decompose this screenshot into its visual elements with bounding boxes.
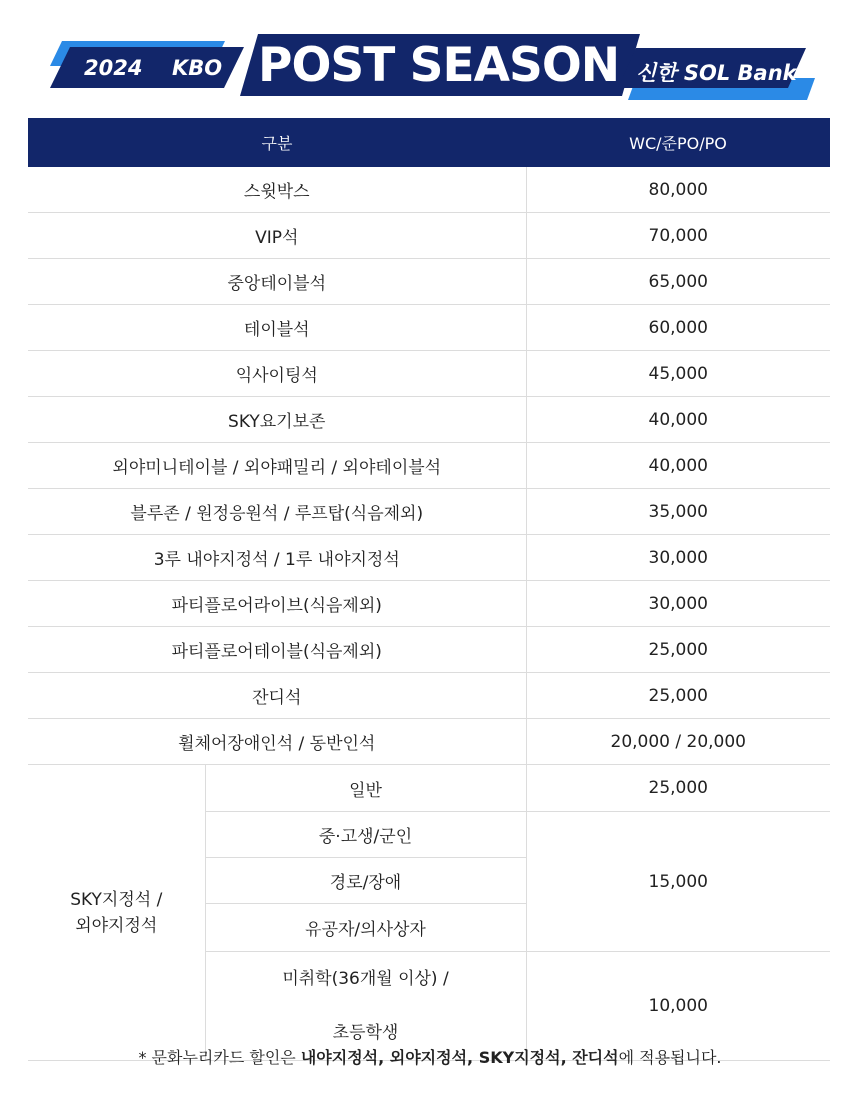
price-cell: 45,000 [526, 351, 830, 397]
sub-category-child-line1: 미취학(36개월 이상) / [282, 969, 449, 989]
category-cell: 블루존 / 원정응원석 / 루프탑(식음제외) [28, 489, 526, 535]
price-cell: 35,000 [526, 489, 830, 535]
price-child: 10,000 [526, 952, 830, 1061]
group-label-line1: SKY지정석 / [70, 889, 163, 910]
table-row [28, 673, 830, 719]
price-cell: 60,000 [526, 305, 830, 351]
table-row [28, 397, 830, 443]
footnote [0, 1045, 860, 1068]
header-price: WC/준PO/PO [526, 118, 830, 167]
sub-category-discount-2: 경로/장애 [205, 858, 526, 904]
price-cell: 30,000 [526, 581, 830, 627]
category-cell: 파티플로어라이브(식음제외) [28, 581, 526, 627]
table-row [28, 535, 830, 581]
table-row [28, 627, 830, 673]
category-cell: VIP석 [28, 213, 526, 259]
sub-category-general: 일반 [205, 765, 526, 812]
category-cell: 파티플로어테이블(식음제외) [28, 627, 526, 673]
table-row [28, 443, 830, 489]
sub-category-discount-3: 유공자/의사상자 [205, 904, 526, 952]
table-row [28, 489, 830, 535]
table-row [28, 351, 830, 397]
category-cell: 스윗박스 [28, 167, 526, 213]
category-cell: 익사이팅석 [28, 351, 526, 397]
price-cell: 40,000 [526, 443, 830, 489]
price-cell: 40,000 [526, 397, 830, 443]
table-row [28, 213, 830, 259]
banner-title: POST SEASON [258, 38, 620, 93]
price-cell: 30,000 [526, 535, 830, 581]
category-cell: 3루 내야지정석 / 1루 내야지정석 [28, 535, 526, 581]
price-cell: 70,000 [526, 213, 830, 259]
table-row-group-general [28, 765, 830, 812]
price-cell: 65,000 [526, 259, 830, 305]
table-row [28, 719, 830, 765]
sub-category-discount-1: 중·고생/군인 [205, 812, 526, 858]
group-label [28, 765, 205, 1061]
category-cell: 외야미니테이블 / 외야패밀리 / 외야테이블석 [28, 443, 526, 489]
sub-category-child-line2: 초등학생 [332, 1023, 399, 1043]
group-label-line2: 외야지정석 [75, 915, 158, 936]
table-row [28, 259, 830, 305]
price-rows [28, 167, 830, 1061]
price-general: 25,000 [526, 765, 830, 812]
price-cell: 25,000 [526, 673, 830, 719]
price-discount: 15,000 [526, 812, 830, 952]
footnote-suffix: 에 적용됩니다. [618, 1048, 722, 1067]
sponsor-logo: 신한 SOL Bank [636, 61, 797, 85]
category-cell: 휠체어장애인석 / 동반인석 [28, 719, 526, 765]
table-row [28, 305, 830, 351]
category-cell: SKY요기보존 [28, 397, 526, 443]
category-cell: 중앙테이블석 [28, 259, 526, 305]
category-cell: 잔디석 [28, 673, 526, 719]
banner-year: 2024 [84, 56, 143, 80]
footnote-prefix: * 문화누리카드 할인은 [138, 1048, 301, 1067]
post-season-banner [0, 0, 860, 108]
ticket-price-table [28, 118, 830, 1061]
footnote-bold: 내야지정석, 외야지정석, SKY지정석, 잔디석 [300, 1048, 619, 1067]
price-cell: 20,000 / 20,000 [526, 719, 830, 765]
price-cell: 80,000 [526, 167, 830, 213]
price-cell: 25,000 [526, 627, 830, 673]
banner-kbo-text: KBO [172, 56, 223, 80]
table-row [28, 581, 830, 627]
table-row [28, 167, 830, 213]
category-cell: 테이블석 [28, 305, 526, 351]
table-header-row [28, 118, 830, 167]
kbo-logo-icon [0, 0, 24, 24]
header-category: 구분 [28, 118, 526, 167]
